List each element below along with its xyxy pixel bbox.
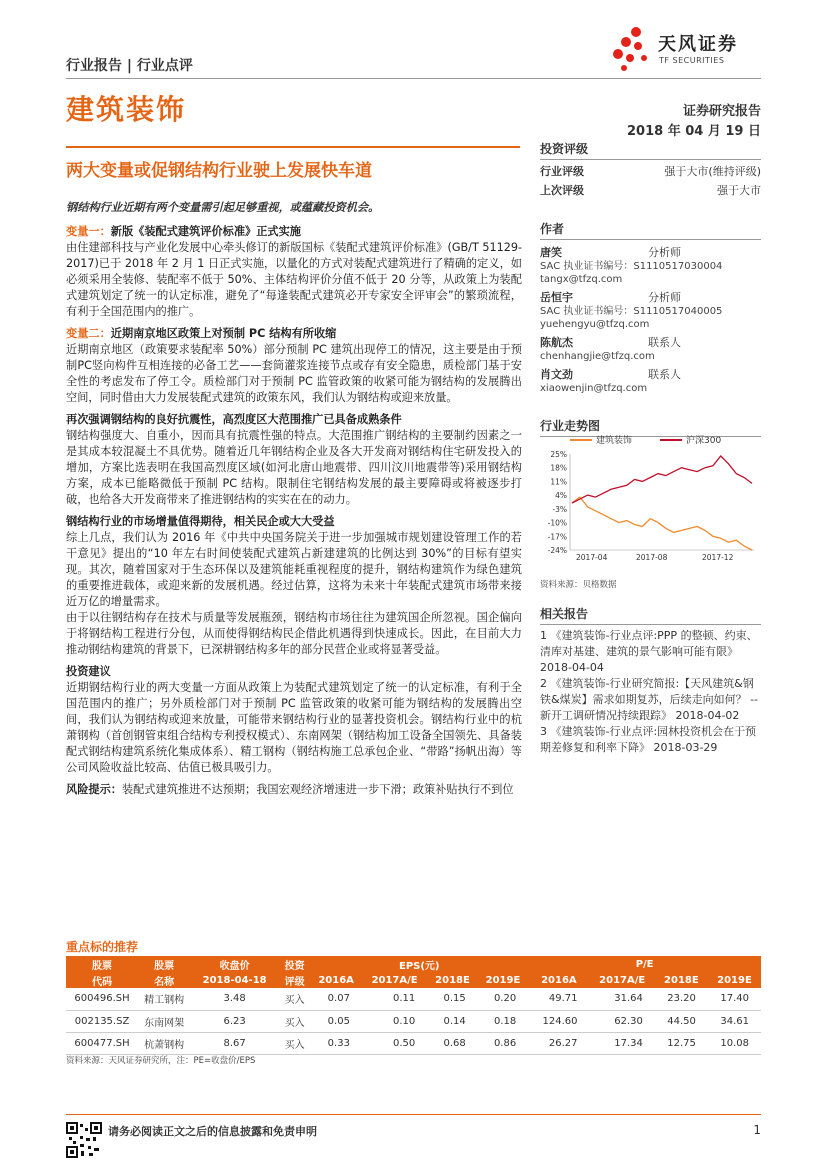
author-email[interactable]: xiaowenjin@tfzq.com <box>540 383 648 394</box>
table-cell: 17.40 <box>708 988 761 1010</box>
author-block <box>540 366 761 395</box>
section-title-1 <box>66 224 522 240</box>
table-header: 2017A/E <box>362 972 427 988</box>
rating-value: 强于大市(维持评级) <box>664 165 761 178</box>
y-tick-label: 4% <box>555 491 567 501</box>
table-header-row <box>66 972 761 988</box>
table-cell: 10.08 <box>708 1032 761 1054</box>
table-cell: 0.33 <box>310 1032 362 1054</box>
series-line <box>572 497 752 550</box>
table-cell: 0.68 <box>427 1032 477 1054</box>
y-tick-label: 18% <box>550 463 567 473</box>
table-cell: 23.20 <box>655 988 708 1010</box>
table-header: 投资 <box>279 956 310 972</box>
section-2-heading: 近期南京地区政策上对预制 PC 结构有所收缩 <box>110 327 337 340</box>
table-cell: 8.67 <box>190 1032 279 1054</box>
table-cell: 0.20 <box>478 988 528 1010</box>
related-item[interactable]: 3 《建筑装饰-行业点评:园林投资机会在于预期差修复和利率下降》 2018-03-29 <box>540 725 757 754</box>
author-role: 联系人 <box>648 368 681 381</box>
x-tick-label: 2017-08 <box>636 553 668 562</box>
rating-key: 行业评级 <box>540 165 584 178</box>
table-header: 股票 <box>138 956 190 972</box>
author-cert: SAC 执业证书编号：S1110517030004 <box>540 261 723 272</box>
table-cell: 0.18 <box>478 1010 528 1032</box>
disclaimer-notice: 请务必阅读正文之后的信息披露和免责申明 <box>108 1125 317 1138</box>
report-kind: 证券研究报告 <box>682 104 761 119</box>
table-cell: 0.14 <box>427 1010 477 1032</box>
rating-row <box>540 163 761 179</box>
section-2-label: 变量二： <box>66 327 111 340</box>
table-header: 2018E <box>655 972 708 988</box>
section-1-heading: 新版《装配式建筑评价标准》正式实施 <box>110 225 301 238</box>
industry-trend-chart <box>540 428 761 588</box>
x-tick-label: 2017-12 <box>702 553 734 562</box>
section-title-2 <box>66 326 522 342</box>
table-cell: 002135.SZ <box>66 1010 138 1032</box>
y-tick-label: 25% <box>550 450 567 459</box>
author-name: 陈航杰 <box>540 336 573 349</box>
author-name: 岳恒宇 <box>540 291 573 304</box>
table-cell: 34.61 <box>708 1010 761 1032</box>
legend-label: 建筑装饰 <box>596 436 633 446</box>
section-2-body: 近期南京地区（政策要求装配率 50%）部分预制 PC 建筑出现停工的情况，这主要是由于预制PC竖向构件互相连接的必备工艺——套筒灌浆连接节点或存有安全隐患，质检部门基于安全性的考虑发布了停工令。质检部门对于预制 PC 监管政策的收紧可能为钢结构的发展腾出空间，同时借由大力发展装配式建筑的政策东风，我们认为钢结构或迎来放量。 <box>66 343 522 404</box>
related-item[interactable]: 2 《建筑装饰-行业研究简报:【天风建筑&钢铁&煤炭】需求如期复苏，后续走向如何？ --新开工调研情况持续跟踪》 2018-04-02 <box>540 677 759 722</box>
sidebar <box>540 140 761 437</box>
rating-row <box>540 182 761 198</box>
table-cell: 26.27 <box>528 1032 589 1054</box>
logo-name: 天风证券 <box>658 34 738 55</box>
risk-notice <box>66 782 522 798</box>
y-tick-label: -10% <box>547 518 567 528</box>
y-tick-label: -24% <box>547 546 567 555</box>
related-reports <box>540 606 761 756</box>
author-role: 分析师 <box>648 246 681 259</box>
table-note: 资料来源：天风证券研究所，注：PE=收盘价/EPS <box>66 1056 256 1066</box>
section-title-5: 投资建议 <box>66 665 111 678</box>
author-name: 肖文劲 <box>540 368 573 381</box>
y-tick-label: 11% <box>550 477 567 487</box>
table-cell: 0.10 <box>362 1010 427 1032</box>
table-header: EPS(元) <box>310 956 528 972</box>
author-block <box>540 289 761 331</box>
table-cell: 东南网架 <box>138 1010 190 1032</box>
lead-summary: 钢结构行业近期有两个变量需引起足够重视，或蕴藏投资机会。 <box>66 201 380 214</box>
recommendation-table <box>66 956 761 1055</box>
author-heading: 作者 <box>540 220 761 240</box>
table-cell: 6.23 <box>190 1010 279 1032</box>
x-tick-label: 2017-04 <box>576 553 608 562</box>
table-cell: 17.34 <box>590 1032 655 1054</box>
trend-heading: 行业走势图 <box>540 417 761 437</box>
section-3-body: 钢结构强度大、自重小，因而具有抗震性强的特点。大范围推广钢结构的主要制约因素之一是其成本较混凝土不具优势。随着近几年钢结构企业及各大开发商对钢结构住宅研发投入的增加，方案比选表明在我国高烈度区域(如河北唐山地震带、四川汶川地震带等)采用钢结构方案，成本已能略微低于预制 PC 结构。限制住宅钢结构发展的最主要障碍或将被逐步打破，也给各大开发商带来了推进钢结构的实实在在的动力。 <box>66 429 522 506</box>
risk-label: 风险提示： <box>66 783 122 796</box>
table-cell: 600496.SH <box>66 988 138 1010</box>
table-header: 2017A/E <box>590 972 655 988</box>
table-cell: 0.50 <box>362 1032 427 1054</box>
title-divider <box>66 146 520 148</box>
section-title-3: 再次强调钢结构的良好抗震性，高烈度区大范围推广已具备成熟条件 <box>66 413 402 426</box>
qr-code-icon <box>66 1122 102 1158</box>
legend-label: 沪深300 <box>686 436 722 446</box>
rating-value: 强于大市 <box>717 184 761 197</box>
table-cell: 12.75 <box>655 1032 708 1054</box>
author-email[interactable]: yuehengyu@tfzq.com <box>540 319 650 330</box>
table-row <box>66 1010 761 1032</box>
table-cell: 600477.SH <box>66 1032 138 1054</box>
table-row <box>66 1032 761 1054</box>
table-cell: 49.71 <box>528 988 589 1010</box>
table-cell: 44.50 <box>655 1010 708 1032</box>
logo-mark-icon <box>612 26 656 72</box>
table-title: 重点标的推荐 <box>66 940 139 954</box>
table-cell: 3.48 <box>190 988 279 1010</box>
table-header: 评级 <box>279 972 310 988</box>
author-role: 分析师 <box>648 291 681 304</box>
table-cell: 0.86 <box>478 1032 528 1054</box>
table-cell: 31.64 <box>590 988 655 1010</box>
logo-en: TF SECURITIES <box>659 56 725 65</box>
author-name: 唐笑 <box>540 246 562 259</box>
table-cell: 124.60 <box>528 1010 589 1032</box>
table-header-row <box>66 956 761 972</box>
report-date: 2018 年 04 月 19 日 <box>627 124 761 139</box>
table-cell: 杭萧钢构 <box>138 1032 190 1054</box>
table-cell: 0.05 <box>310 1010 362 1032</box>
page-number: 1 <box>753 1123 761 1137</box>
section-title-4: 钢结构行业的市场增量值得期待，相关民企或大大受益 <box>66 515 335 528</box>
author-block <box>540 244 761 286</box>
y-tick-label: -17% <box>547 532 567 542</box>
footer-divider <box>66 1114 761 1115</box>
report-title: 两大变量或促钢结构行业驶上发展快车道 <box>66 161 372 181</box>
table-cell: 买入 <box>279 1032 310 1054</box>
table-cell: 买入 <box>279 1010 310 1032</box>
table-header: 名称 <box>138 972 190 988</box>
related-heading: 相关报告 <box>540 606 761 625</box>
author-email[interactable]: chenhangjie@tfzq.com <box>540 351 655 362</box>
table-header: P/E <box>528 956 761 972</box>
table-header: 2016A <box>310 972 362 988</box>
table-cell: 0.11 <box>362 988 427 1010</box>
table-cell: 62.30 <box>590 1010 655 1032</box>
risk-body: 装配式建筑推进不达预期；我国宏观经济增速进一步下滑；政策补贴执行不到位 <box>121 783 514 796</box>
author-email[interactable]: tangx@tfzq.com <box>540 274 623 285</box>
rating-heading: 投资评级 <box>540 140 761 160</box>
main-content <box>66 200 522 798</box>
author-role: 联系人 <box>648 336 681 349</box>
table-cell: 0.07 <box>310 988 362 1010</box>
table-header: 2016A <box>528 972 589 988</box>
table-header: 2018E <box>427 972 477 988</box>
author-cert: SAC 执业证书编号：S1110517040005 <box>540 306 723 317</box>
table-row <box>66 988 761 1010</box>
table-header: 2019E <box>478 972 528 988</box>
rating-key: 上次评级 <box>540 184 584 197</box>
series-line <box>572 456 752 503</box>
table-cell: 精工钢构 <box>138 988 190 1010</box>
industry-title: 建筑装饰 <box>66 93 187 126</box>
table-header: 股票 <box>66 956 138 972</box>
report-type: 行业报告 | 行业点评 <box>66 58 193 74</box>
table-header: 2019E <box>708 972 761 988</box>
table-header: 收盘价 <box>190 956 279 972</box>
section-5-body: 近期钢结构行业的两大变量一方面从政策上为装配式建筑划定了统一的认定标准，有利于全国范围内的推广；另外质检部门对于预制 PC 监管政策的收紧可能为钢结构的发展腾出空间，我们认为钢结构或迎来放量，可能带来钢结构行业的显著投资机会。钢结构行业中的杭萧钢构（首创钢管束组合结构专利授权模式）、东南网架（钢结构加工设备全国领先、具备装配式钢结构建筑系统化集成体系）、精工钢构（钢结构施工总承包企业、“带路”扬帆出海）等公司风险收益比较高、估值已极具吸引力。 <box>66 681 522 774</box>
section-1-label: 变量一： <box>66 225 111 238</box>
chart-source: 资料来源：贝格数据 <box>540 580 617 590</box>
author-block <box>540 334 761 363</box>
section-1-body: 由住建部科技与产业化发展中心牵头修订的新版国标《装配式建筑评价标准》(GB/T 51129-2017)已于 2018 年 2 月 1 日正式实施，以量化的方式对装配式建筑进行了精确的定义，如必须采用全装修、装配率不低于 50%、主体结构评价分值不低于 20 分等，从政策上为装配式建筑划定了统一的认定标准，避免了“每逢装配式建筑必开专家安全评审会”的繁琐流程，有利于全国范围内的推广。 <box>66 241 522 318</box>
section-4-body-1: 综上几点，我们认为 2016 年《中共中央国务院关于进一步加强城市规划建设管理工作的若干意见》提出的“10 年左右时间使装配式建筑占新建建筑的比例达到 30%”的目标有望实现。其次，随着国家对于生态环保以及建筑能耗重视程度的提升，钢结构建筑作为绿色建筑的重要推进载体，或迎来新的发展机遇。经过估算，这将为未来十年装配式建筑市场带来接近万亿的增量需求。 <box>66 531 522 608</box>
table-cell: 买入 <box>279 988 310 1010</box>
company-logo <box>612 26 762 74</box>
table-header: 代码 <box>66 972 138 988</box>
section-4-body-2: 由于以往钢结构存在技术与质量等发展瓶颈，钢结构市场往往为建筑国企所忽视。国企偏向于将钢结构工程进行分包，从而使得钢结构民企借此机遇得到快速成长。因此，在目前大力推动钢结构建筑的背景下，已深耕钢结构多年的部分民营企业或将显著受益。 <box>66 611 522 656</box>
header-divider <box>66 78 761 79</box>
related-item[interactable]: 1 《建筑装饰-行业点评:PPP 的整顿、约束、清库对基建、建筑的景气影响可能有限》 2018-04-04 <box>540 629 758 674</box>
y-tick-label: -3% <box>552 504 567 514</box>
table-cell: 0.15 <box>427 988 477 1010</box>
trend-chart-svg <box>540 428 761 568</box>
table-header: 2018-04-18 <box>190 972 279 988</box>
